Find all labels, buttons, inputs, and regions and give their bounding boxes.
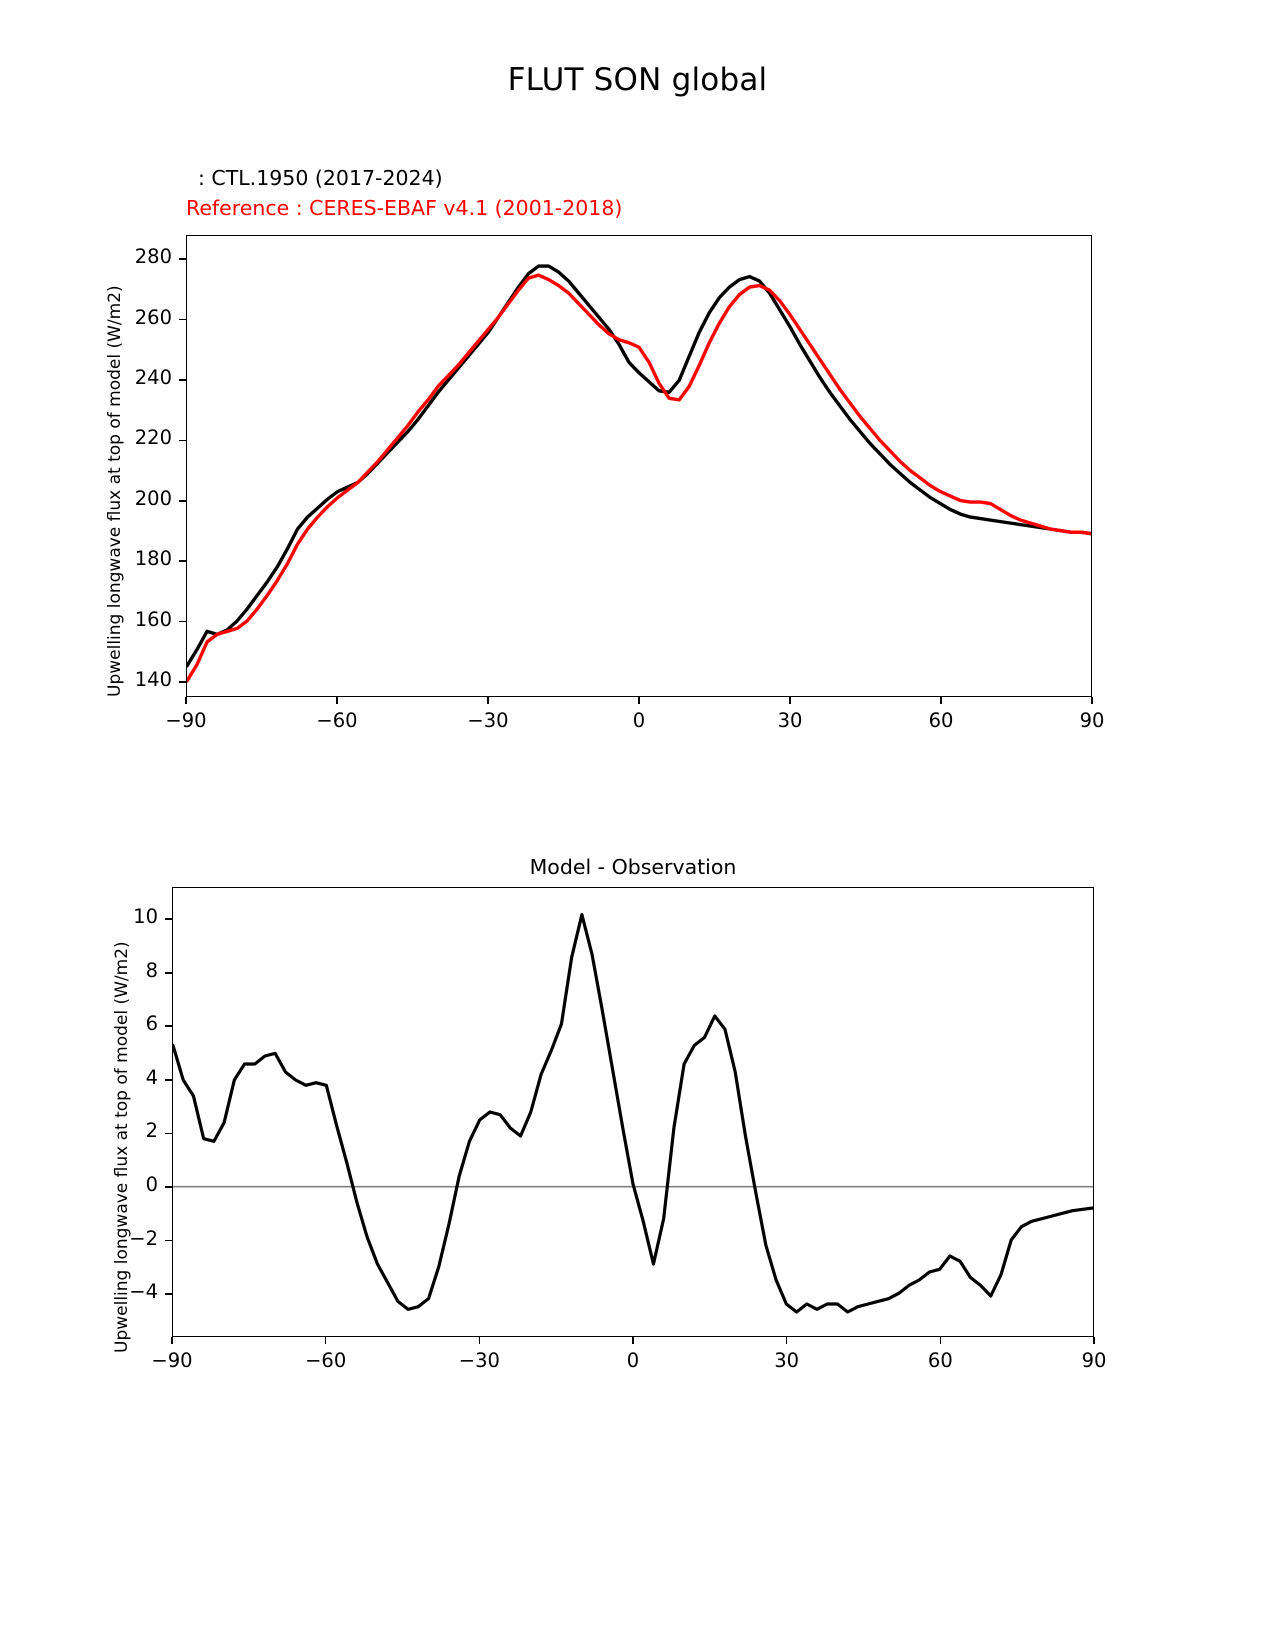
y-tick-label: 4 (145, 1065, 158, 1089)
y-tick-mark (165, 1133, 172, 1135)
x-tick-label: 30 (777, 709, 803, 732)
y-tick-mark (165, 918, 172, 920)
data-series-line-0 (187, 266, 1091, 666)
x-tick-mark (940, 697, 942, 704)
y-axis-label-bottom: Upwelling longwave flux at top of model (W/m2) (112, 941, 132, 1353)
x-tick-label: 30 (774, 1349, 800, 1372)
x-tick-label: −30 (467, 709, 509, 732)
y-tick-mark (165, 972, 172, 974)
x-tick-mark (1093, 1337, 1095, 1344)
y-tick-mark (179, 379, 186, 381)
plot-area-top (186, 235, 1092, 697)
y-tick-label: 180 (134, 547, 172, 571)
x-tick-mark (632, 1337, 634, 1344)
x-tick-mark (940, 1337, 942, 1344)
y-axis-label-top: Upwelling longwave flux at top of model (W/m2) (105, 285, 125, 697)
line-chart-bottom (173, 888, 1093, 1336)
y-tick-label: 280 (134, 245, 172, 269)
y-tick-mark (165, 1186, 172, 1188)
x-tick-label: 0 (626, 1349, 640, 1372)
legend-entry-reference: Reference : CERES-EBAF v4.1 (2001-2018) (186, 196, 623, 220)
plot-area-bottom (172, 887, 1094, 1337)
subtitle-difference: Model - Observation (529, 855, 737, 879)
y-tick-label: 0 (145, 1173, 158, 1196)
y-tick-mark (165, 1079, 172, 1081)
data-series-line-0 (173, 915, 1093, 1312)
x-tick-label: 60 (927, 1349, 953, 1372)
legend-entry-model: : CTL.1950 (2017-2024) (198, 166, 443, 190)
x-tick-mark (1091, 697, 1093, 704)
x-tick-mark (789, 697, 791, 704)
y-tick-mark (165, 1240, 172, 1242)
y-tick-label: −2 (129, 1226, 158, 1250)
y-tick-label: 260 (134, 305, 172, 329)
x-tick-label: −90 (165, 709, 207, 732)
y-tick-label: 2 (145, 1119, 158, 1143)
x-tick-label: 60 (928, 709, 954, 732)
x-tick-mark (171, 1337, 173, 1344)
y-tick-mark (179, 500, 186, 502)
y-tick-mark (165, 1025, 172, 1027)
y-tick-label: 160 (134, 607, 172, 631)
x-tick-mark (336, 697, 338, 704)
x-tick-label: 90 (1079, 709, 1105, 732)
y-tick-label: 220 (134, 426, 172, 450)
legend (186, 163, 622, 223)
x-tick-label: 90 (1081, 1349, 1107, 1372)
y-tick-mark (179, 560, 186, 562)
y-tick-mark (179, 440, 186, 442)
chart-panel-profiles (0, 225, 1275, 745)
y-tick-mark (179, 319, 186, 321)
y-tick-mark (165, 1293, 172, 1295)
x-tick-mark (786, 1337, 788, 1344)
x-tick-label: −60 (316, 709, 358, 732)
y-tick-mark (179, 258, 186, 260)
x-tick-mark (487, 697, 489, 704)
line-chart-top (187, 236, 1091, 696)
data-series-line-1 (187, 275, 1091, 681)
x-tick-label: −90 (151, 1349, 193, 1372)
x-tick-mark (479, 1337, 481, 1344)
y-tick-mark (179, 621, 186, 623)
y-tick-label: 8 (145, 958, 158, 982)
x-tick-mark (185, 697, 187, 704)
y-tick-label: 200 (134, 486, 172, 510)
y-tick-label: 240 (134, 365, 172, 389)
y-tick-label: 6 (145, 1012, 158, 1036)
page-title: FLUT SON global (507, 62, 768, 98)
x-tick-mark (325, 1337, 327, 1344)
x-tick-label: −30 (458, 1349, 500, 1372)
y-tick-label: 140 (134, 667, 172, 691)
x-tick-label: 0 (632, 709, 646, 732)
y-tick-label: 10 (133, 905, 158, 929)
chart-panel-difference (0, 855, 1275, 1395)
x-tick-mark (638, 697, 640, 704)
y-tick-label: −4 (129, 1280, 158, 1304)
y-tick-mark (179, 681, 186, 683)
x-tick-label: −60 (305, 1349, 347, 1372)
